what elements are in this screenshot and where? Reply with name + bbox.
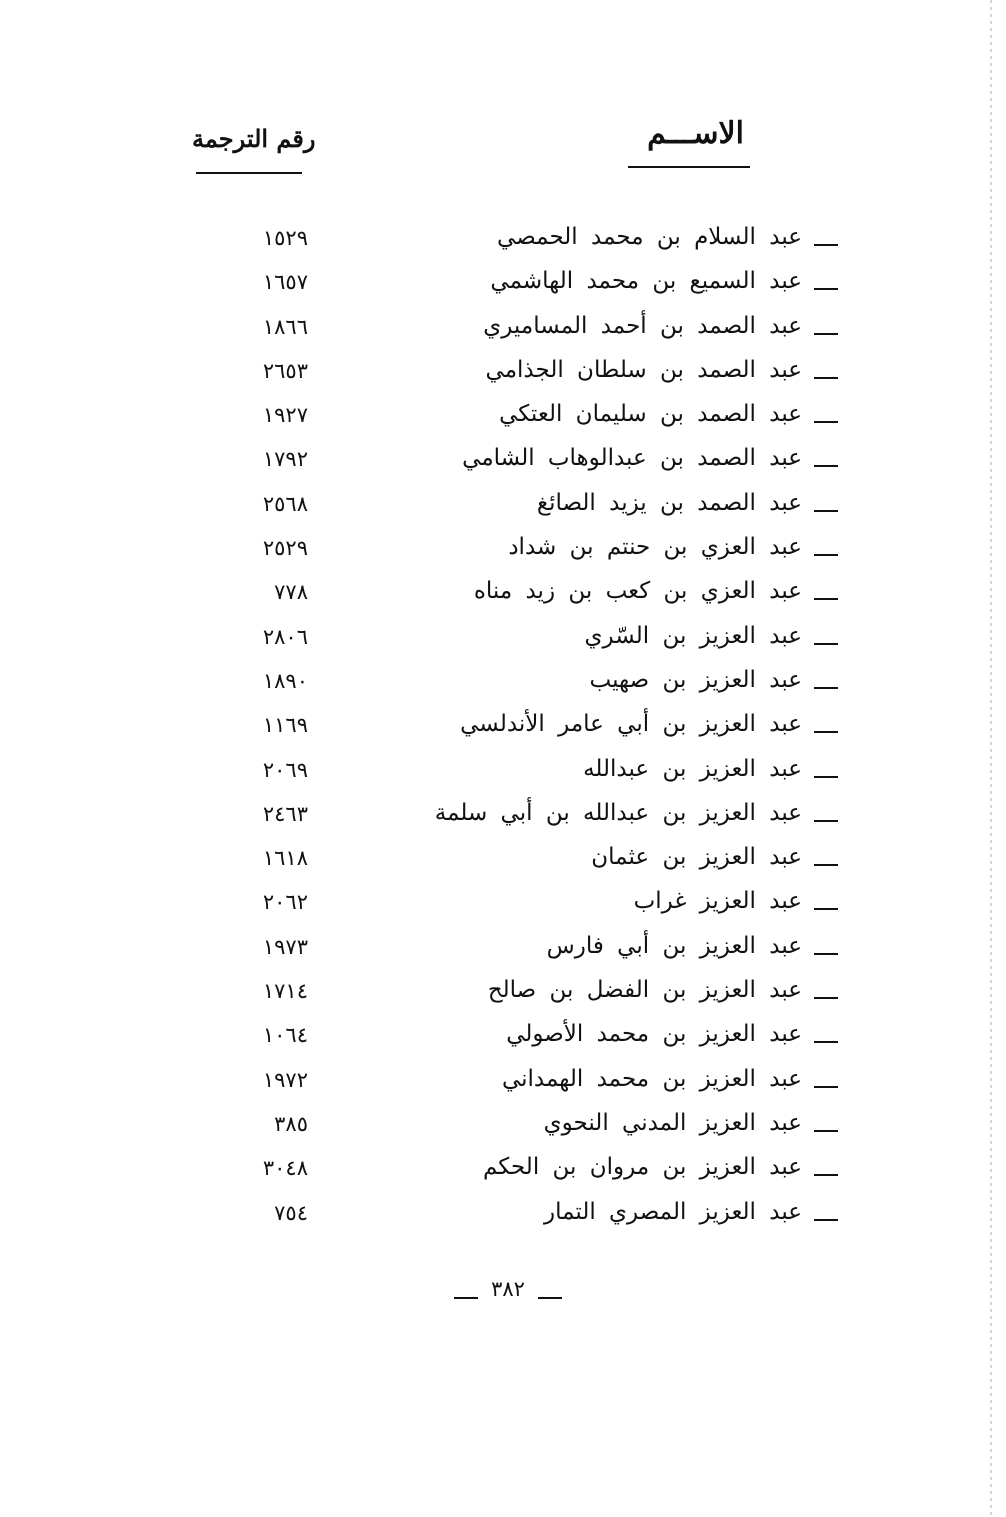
list-item (0, 796, 1006, 840)
page-number (452, 1277, 562, 1307)
entry-number: ٢٥٢٩ (262, 536, 308, 561)
list-item (0, 1062, 1006, 1106)
entry-dash (814, 333, 838, 335)
entry-name: عبد الصمد بن يزيد الصائغ (536, 489, 802, 516)
entry-number: ٢٦٥٣ (262, 358, 308, 383)
column-headers (0, 110, 1006, 190)
entry-name: عبد العزيز بن محمد الهمداني (501, 1065, 802, 1092)
entry-name: عبد العزي بن حنتم بن شداد (508, 534, 802, 561)
number-heading-underline (196, 172, 302, 174)
list-item (0, 264, 1006, 308)
entry-dash (814, 288, 838, 290)
entry-name: عبد العزيز بن السّري (584, 622, 802, 649)
entry-dash (814, 1041, 838, 1043)
entry-name: عبد العزيز بن محمد الأصولي (506, 1021, 802, 1048)
entry-dash (814, 244, 838, 246)
entry-name: عبد الصمد بن أحمد المساميري (483, 312, 802, 339)
entry-dash (814, 421, 838, 423)
entry-name: عبد العزيز بن أبي عامر الأندلسي (460, 711, 802, 738)
list-item (0, 929, 1006, 973)
entry-dash (814, 643, 838, 645)
name-column-heading: الاســـم (647, 116, 744, 151)
list-item (0, 1150, 1006, 1194)
entry-name: عبد العزيز المدني النحوي (543, 1109, 802, 1136)
entry-name: عبد السلام بن محمد الحمصي (497, 224, 802, 250)
list-item (0, 1106, 1006, 1150)
entry-number: ١٦٥٧ (262, 270, 308, 295)
entry-number: ٧٥٤ (274, 1200, 308, 1225)
entry-dash (814, 1086, 838, 1088)
list-item (0, 486, 1006, 530)
entry-dash (814, 687, 838, 689)
entry-number: ٧٧٨ (274, 580, 308, 605)
list-item (0, 441, 1006, 485)
number-column-heading: رقم الترجمة (192, 124, 316, 153)
entry-number: ١٩٢٧ (262, 403, 308, 428)
list-item (0, 353, 1006, 397)
entry-name: عبد العزيز بن عثمان (591, 844, 802, 871)
list-item (0, 1017, 1006, 1061)
list-item (0, 707, 1006, 751)
entry-number: ١٧١٤ (262, 979, 308, 1004)
entry-number: ١٠٦٤ (262, 1023, 308, 1048)
list-item (0, 884, 1006, 928)
entry-name: عبد العزي بن كعب بن زيد مناه (473, 578, 802, 605)
list-item (0, 663, 1006, 707)
entry-name: عبد السميع بن محمد الهاشمي (490, 268, 802, 295)
page-number-value: ٣٨٢ (491, 1277, 525, 1301)
entry-number: ٢٠٦٩ (262, 757, 308, 782)
entry-name: عبد العزيز بن عبدالله بن أبي سلمة (434, 799, 802, 826)
list-item (0, 619, 1006, 663)
entry-name: عبد الصمد بن سلطان الجذامي (485, 356, 802, 383)
entry-number: ٢٤٦٣ (262, 801, 308, 826)
entry-dash (814, 554, 838, 556)
entry-name: عبد الصمد بن سليمان العتكي (499, 401, 802, 428)
entry-dash (814, 908, 838, 910)
entry-number: ٣٠٤٨ (262, 1156, 308, 1181)
entry-dash (814, 1219, 838, 1221)
list-item (0, 574, 1006, 618)
list-item (0, 840, 1006, 884)
entry-name: عبد الصمد بن عبدالوهاب الشامي (462, 445, 802, 472)
page-number-dash-left (454, 1297, 478, 1299)
entry-number: ١٥٢٩ (262, 226, 308, 250)
entry-name: عبد العزيز المصري التمار (543, 1198, 802, 1225)
entry-number: ٢٠٦٢ (262, 890, 308, 915)
entry-dash (814, 864, 838, 866)
entry-number: ١٧٩٢ (262, 447, 308, 472)
entry-number: ١٩٧٣ (262, 934, 308, 959)
entry-name: عبد العزيز بن صهيب (589, 666, 802, 693)
entry-dash (814, 1174, 838, 1176)
list-item (0, 397, 1006, 441)
entry-dash (814, 997, 838, 999)
entry-dash (814, 731, 838, 733)
list-item (0, 752, 1006, 796)
entry-dash (814, 377, 838, 379)
list-item (0, 973, 1006, 1017)
entry-dash (814, 598, 838, 600)
entry-number: ١٨٦٦ (262, 314, 308, 339)
list-item (0, 530, 1006, 574)
entry-name: عبد العزيز بن أبي فارس (546, 932, 802, 959)
entry-dash (814, 776, 838, 778)
entry-number: ٢٨٠٦ (262, 624, 308, 649)
entry-name: عبد العزيز بن مروان بن الحكم (482, 1154, 802, 1181)
list-item (0, 309, 1006, 353)
entry-list (0, 220, 1006, 1239)
entry-number: ١١٦٩ (262, 713, 308, 738)
entry-number: ١٨٩٠ (262, 668, 308, 693)
entry-number: ٢٥٦٨ (262, 491, 308, 516)
entry-number: ١٩٧٢ (262, 1067, 308, 1092)
entry-dash (814, 1130, 838, 1132)
entry-number: ٣٨٥ (274, 1111, 308, 1136)
entry-dash (814, 953, 838, 955)
page-number-dash-right (538, 1297, 562, 1299)
entry-name: عبد العزيز غراب (633, 888, 802, 915)
entry-dash (814, 465, 838, 467)
name-heading-underline (628, 166, 750, 168)
entry-dash (814, 510, 838, 512)
list-item (0, 220, 1006, 264)
entry-dash (814, 820, 838, 822)
entry-name: عبد العزيز بن الفضل بن صالح (487, 977, 802, 1004)
list-item (0, 1195, 1006, 1239)
entry-name: عبد العزيز بن عبدالله (583, 755, 802, 782)
entry-number: ١٦١٨ (262, 846, 308, 871)
